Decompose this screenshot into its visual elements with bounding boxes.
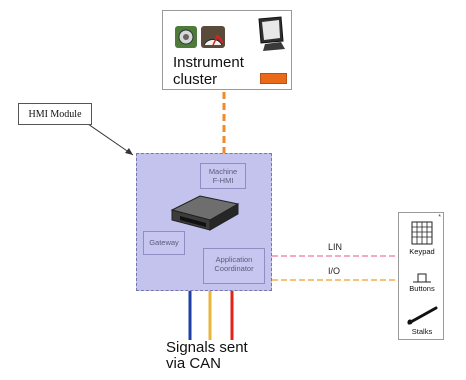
button-icon (412, 271, 432, 283)
machine-fhmi-block (200, 163, 246, 189)
hmi-module-callout: HMI Module (18, 103, 92, 125)
hmi-module-block (136, 153, 272, 291)
instrument-cluster-box (162, 10, 292, 90)
panel-corner-mark: * (438, 214, 441, 221)
cluster-indicator-bar (260, 73, 287, 84)
io-label: I/O (328, 266, 341, 276)
gateway-block (143, 231, 185, 255)
can-signals-label: Signals sent via CAN (166, 339, 248, 372)
gauge-icon (175, 26, 197, 48)
lin-label: LIN (328, 242, 343, 252)
keypad-icon (411, 221, 433, 245)
instrument-cluster-title: Instrument cluster (173, 54, 244, 88)
ecu-device-icon (170, 190, 240, 232)
callout-arrow (88, 124, 133, 155)
input-devices-panel (398, 212, 444, 340)
stalks-label: Stalks (411, 327, 433, 336)
buttons-label: Buttons (409, 284, 435, 293)
application-coordinator-block (203, 248, 265, 284)
machine-fhmi-label: Machine F-HMI (208, 167, 238, 185)
application-coordinator-label: Application Coordinator (214, 255, 254, 273)
gateway-label: Gateway (149, 238, 179, 247)
monitor-icon (255, 16, 289, 52)
speedometer-icon (201, 26, 225, 48)
keypad-label: Keypad (409, 247, 435, 256)
stalk-icon (406, 305, 440, 325)
callout-arrowhead (125, 148, 133, 155)
